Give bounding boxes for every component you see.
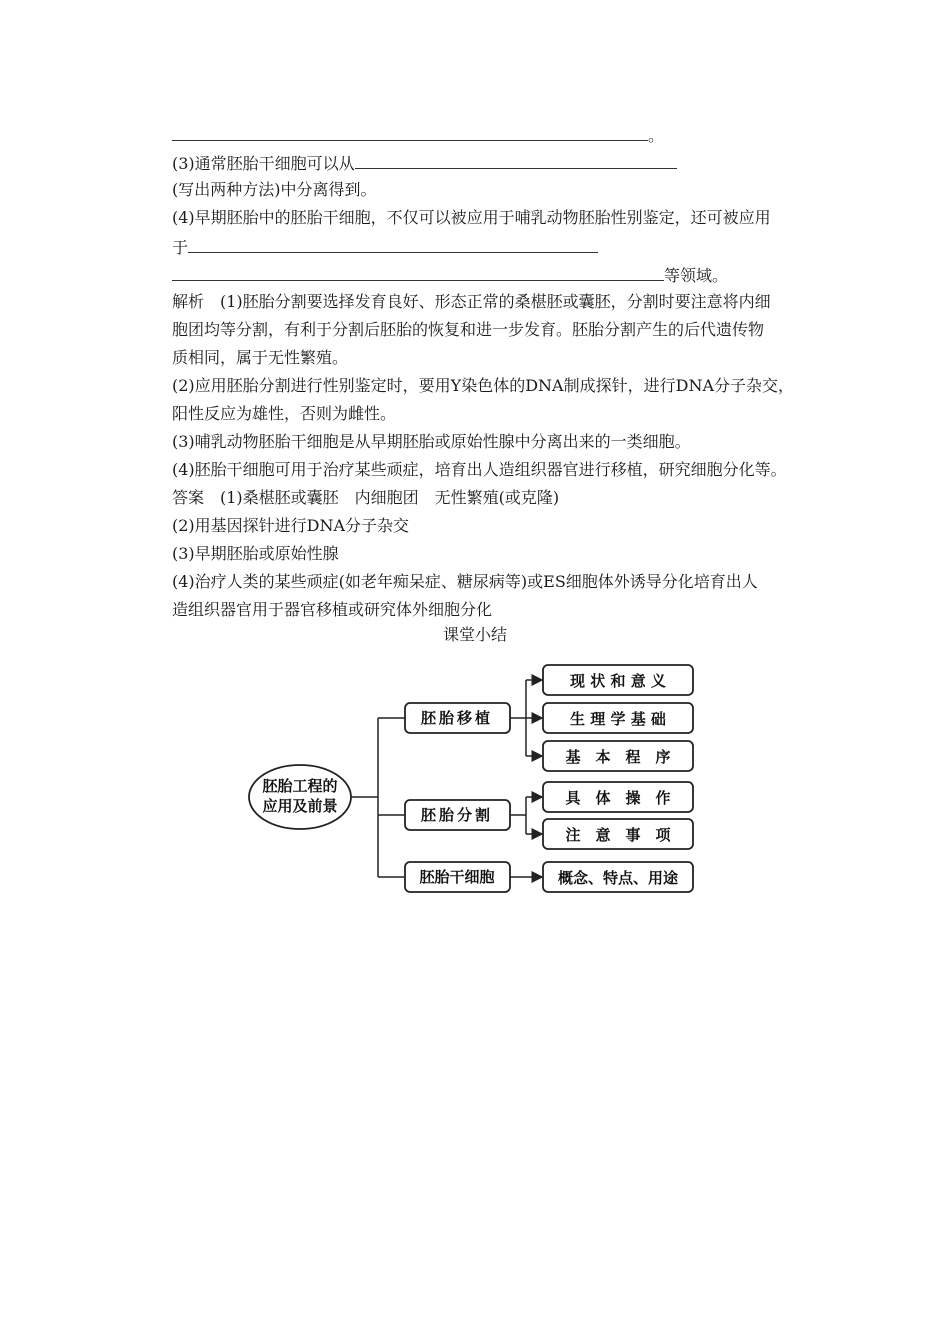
root-node bbox=[249, 765, 351, 829]
q2-end: 。 bbox=[648, 126, 665, 145]
q4-line: (4)早期胚胎中的胚胎干细胞，不仅可以被应用于哺乳动物胚胎性别鉴定，还可被应用 bbox=[172, 208, 771, 227]
child-label: 注 意 事 项 bbox=[565, 826, 671, 844]
branch-node-embryo-splitting bbox=[405, 800, 510, 830]
analysis-line: 解析 (1)胚胎分割要选择发育良好、形态正常的桑椹胚或囊胚，分割时要注意将内细 bbox=[172, 292, 771, 311]
q3-suffix-line: (写出两种方法)中分离得到。 bbox=[172, 180, 377, 199]
answer-line: 造组织器官用于器官移植或研究体外细胞分化 bbox=[172, 600, 493, 619]
root-label-line2: 应用及前景 bbox=[262, 797, 338, 815]
child-label: 概念、特点、用途 bbox=[557, 869, 679, 887]
q3-prefix: (3)通常胚胎干细胞可以从 bbox=[172, 154, 355, 173]
answer-line: 答案 (1)桑椹胚或囊胚 内细胞团 无性繁殖(或克隆) bbox=[172, 488, 560, 507]
child-node bbox=[543, 703, 693, 733]
root-label-line1: 胚胎工程的 bbox=[262, 777, 338, 795]
child-node bbox=[543, 782, 693, 812]
summary-title: 课堂小结 bbox=[442, 625, 507, 644]
branch-label: 胚胎干细胞 bbox=[419, 868, 495, 886]
branch-label: 胚胎分割 bbox=[420, 806, 494, 824]
analysis-line: 阳性反应为雄性，否则为雌性。 bbox=[172, 404, 397, 423]
q4-suffix: 等领域。 bbox=[664, 266, 729, 285]
q4-prefix: 于 bbox=[172, 238, 189, 257]
analysis-line: 质相同，属于无性繁殖。 bbox=[172, 348, 349, 367]
analysis-line: 胞团均等分割，有利于分割后胚胎的恢复和进一步发育。胚胎分割产生的后代遗传物 bbox=[172, 320, 765, 339]
analysis-line: (4)胚胎干细胞可用于治疗某些顽症，培育出人造组织器官进行移植，研究细胞分化等。 bbox=[172, 460, 787, 479]
child-label: 基 本 程 序 bbox=[565, 748, 671, 766]
child-node bbox=[543, 665, 693, 695]
analysis-line: (3)哺乳动物胚胎干细胞是从早期胚胎或原始性腺中分离出来的一类细胞。 bbox=[172, 432, 691, 451]
answer-line: (2)用基因探针进行DNA分子杂交 bbox=[172, 516, 410, 535]
child-node bbox=[543, 741, 693, 771]
branch-node-embryo-transfer bbox=[405, 703, 510, 733]
answer-line: (4)治疗人类的某些顽症(如老年痴呆症、糖尿病等)或ES细胞体外诱导分化培育出人 bbox=[172, 572, 758, 591]
child-label: 现 状 和 意 义 bbox=[570, 672, 666, 690]
branch-label: 胚胎移植 bbox=[420, 709, 494, 727]
child-node bbox=[543, 819, 693, 849]
child-node bbox=[543, 862, 693, 892]
analysis-line: (2)应用胚胎分割进行性别鉴定时，要用Y染色体的DNA制成探针，进行DNA分子杂交， bbox=[172, 376, 794, 395]
answer-line: (3)早期胚胎或原始性腺 bbox=[172, 544, 339, 563]
branch-node-embryonic-stem-cell bbox=[405, 862, 510, 892]
child-label: 生 理 学 基 础 bbox=[570, 710, 666, 728]
child-label: 具 体 操 作 bbox=[565, 789, 671, 807]
